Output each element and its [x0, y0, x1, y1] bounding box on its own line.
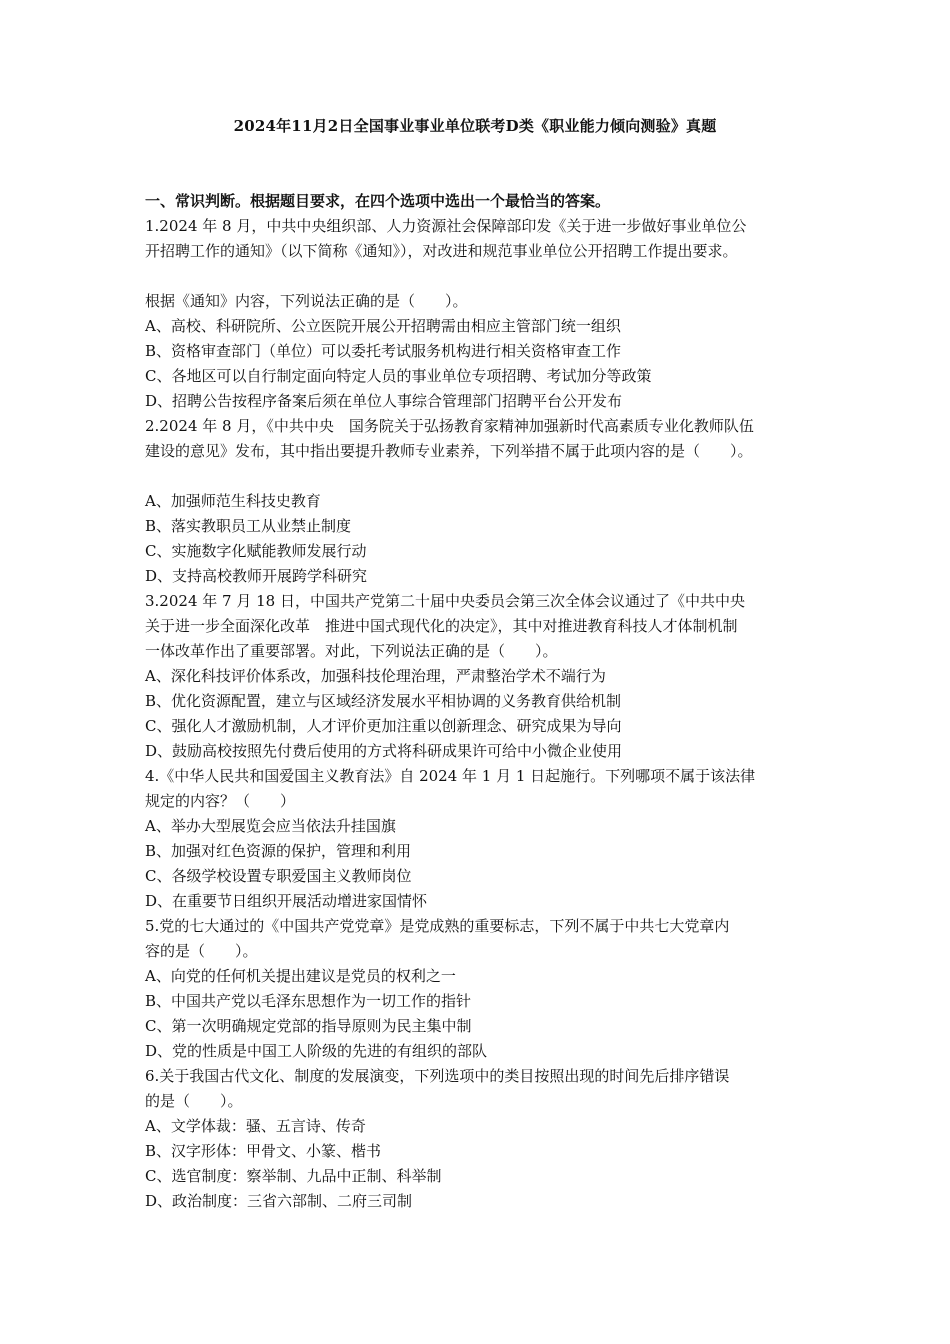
- question-3-option-d: D、鼓励高校按照先付费后使用的方式将科研成果许可给中小微企业使用: [145, 742, 623, 760]
- question-5-option-c: C、第一次明确规定党部的指导原则为民主集中制: [145, 1017, 472, 1035]
- question-4-option-a: A、举办大型展览会应当依法升挂国旗: [145, 817, 396, 835]
- question-1-option-b: B、资格审查部门（单位）可以委托考试服务机构进行相关资格审查工作: [145, 342, 622, 360]
- question-6-stem-line-2: 的是（ ）。: [145, 1092, 243, 1110]
- question-5: [145, 914, 813, 1064]
- question-1-stem-line-2: 开招聘工作的通知》（以下简称《通知》），对改进和规范事业单位公开招聘工作提出要求。: [145, 242, 738, 260]
- question-3-option-a: A、深化科技评价体系改，加强科技伦理治理，严肃整治学术不端行为: [145, 667, 606, 685]
- section-heading: 一、常识判断。根据题目要求，在四个选项中选出一个最恰当的答案。: [145, 192, 611, 210]
- question-1-option-c: C、各地区可以自行制定面向特定人员的事业单位专项招聘、考试加分等政策: [145, 367, 652, 385]
- question-3-stem-line-2: 关于进一步全面深化改革 推进中国式现代化的决定》，其中对推进教育科技人才体制机制: [145, 617, 738, 635]
- question-6-option-b: B、汉字形体：甲骨文、小篆、楷书: [145, 1142, 382, 1160]
- question-4-stem-line-1: 4.《中华人民共和国爱国主义教育法》自 2024 年 1 月 1 日起施行。下列哪项不属于该法律: [145, 767, 756, 785]
- question-5-option-a: A、向党的任何机关提出建议是党员的权利之一: [145, 967, 456, 985]
- question-2-option-a: A、加强师范生科技史教育: [145, 492, 321, 510]
- question-2-stem-line-1: 2.2024 年 8 月，《中共中央 国务院关于弘扬教育家精神加强新时代高素质专业化教师队伍: [145, 417, 754, 435]
- question-3-option-c: C、强化人才激励机制，人才评价更加注重以创新理念、研究成果为导向: [145, 717, 622, 735]
- question-3: [145, 589, 813, 764]
- question-1: [145, 214, 813, 414]
- question-5-option-d: D、党的性质是中国工人阶级的先进的有组织的部队: [145, 1042, 488, 1060]
- question-6-option-a: A、文学体裁：骚、五言诗、传奇: [145, 1117, 366, 1135]
- blank-line: [145, 464, 813, 489]
- question-2-stem-line-2: 建设的意见》发布，其中指出要提升教师专业素养，下列举措不属于此项内容的是（ ）。: [145, 442, 753, 460]
- question-4-option-b: B、加强对红色资源的保护，管理和利用: [145, 842, 412, 860]
- question-4-option-d: D、在重要节日组织开展活动增进家国情怀: [145, 892, 428, 910]
- document-title: 2024年11月2日全国事业事业单位联考D类《职业能力倾向测验》真题: [233, 117, 717, 135]
- question-2-option-b: B、落实教职员工从业禁止制度: [145, 517, 352, 535]
- question-1-option-d: D、招聘公告按程序备案后须在单位人事综合管理部门招聘平台公开发布: [145, 392, 623, 410]
- question-2: [145, 414, 813, 589]
- document-body: [145, 189, 813, 1214]
- question-1-stem-line-1: 1.2024 年 8 月，中共中央组织部、人力资源社会保障部印发《关于进一步做好事业单位公: [145, 217, 747, 235]
- blank-line: [145, 264, 813, 289]
- question-6-option-c: C、选官制度：察举制、九品中正制、科举制: [145, 1167, 442, 1185]
- question-1-sub-stem: 根据《通知》内容，下列说法正确的是（ ）。: [145, 292, 468, 310]
- question-5-option-b: B、中国共产党以毛泽东思想作为一切工作的指针: [145, 992, 472, 1010]
- question-2-option-d: D、支持高校教师开展跨学科研究: [145, 567, 368, 585]
- question-6-stem-line-1: 6.关于我国古代文化、制度的发展演变，下列选项中的类目按照出现的时间先后排序错误: [145, 1067, 730, 1085]
- question-5-stem-line-2: 容的是（ ）。: [145, 942, 258, 960]
- question-4: [145, 764, 813, 914]
- question-3-stem-line-3: 一体改革作出了重要部署。对此，下列说法正确的是（ ）。: [145, 642, 558, 660]
- question-2-option-c: C、实施数字化赋能教师发展行动: [145, 542, 367, 560]
- question-1-option-a: A、高校、科研院所、公立医院开展公开招聘需由相应主管部门统一组织: [145, 317, 621, 335]
- question-4-stem-line-2: 规定的内容？（ ）: [145, 792, 296, 810]
- question-3-stem-line-1: 3.2024 年 7 月 18 日，中国共产党第二十届中央委员会第三次全体会议通过了《中共中央: [145, 592, 745, 610]
- question-5-stem-line-1: 5.党的七大通过的《中国共产党党章》是党成熟的重要标志，下列不属于中共七大党章内: [145, 917, 730, 935]
- question-6-option-d: D、政治制度：三省六部制、二府三司制: [145, 1192, 413, 1210]
- question-3-option-b: B、优化资源配置，建立与区域经济发展水平相协调的义务教育供给机制: [145, 692, 622, 710]
- question-4-option-c: C、各级学校设置专职爱国主义教师岗位: [145, 867, 412, 885]
- question-6: [145, 1064, 813, 1214]
